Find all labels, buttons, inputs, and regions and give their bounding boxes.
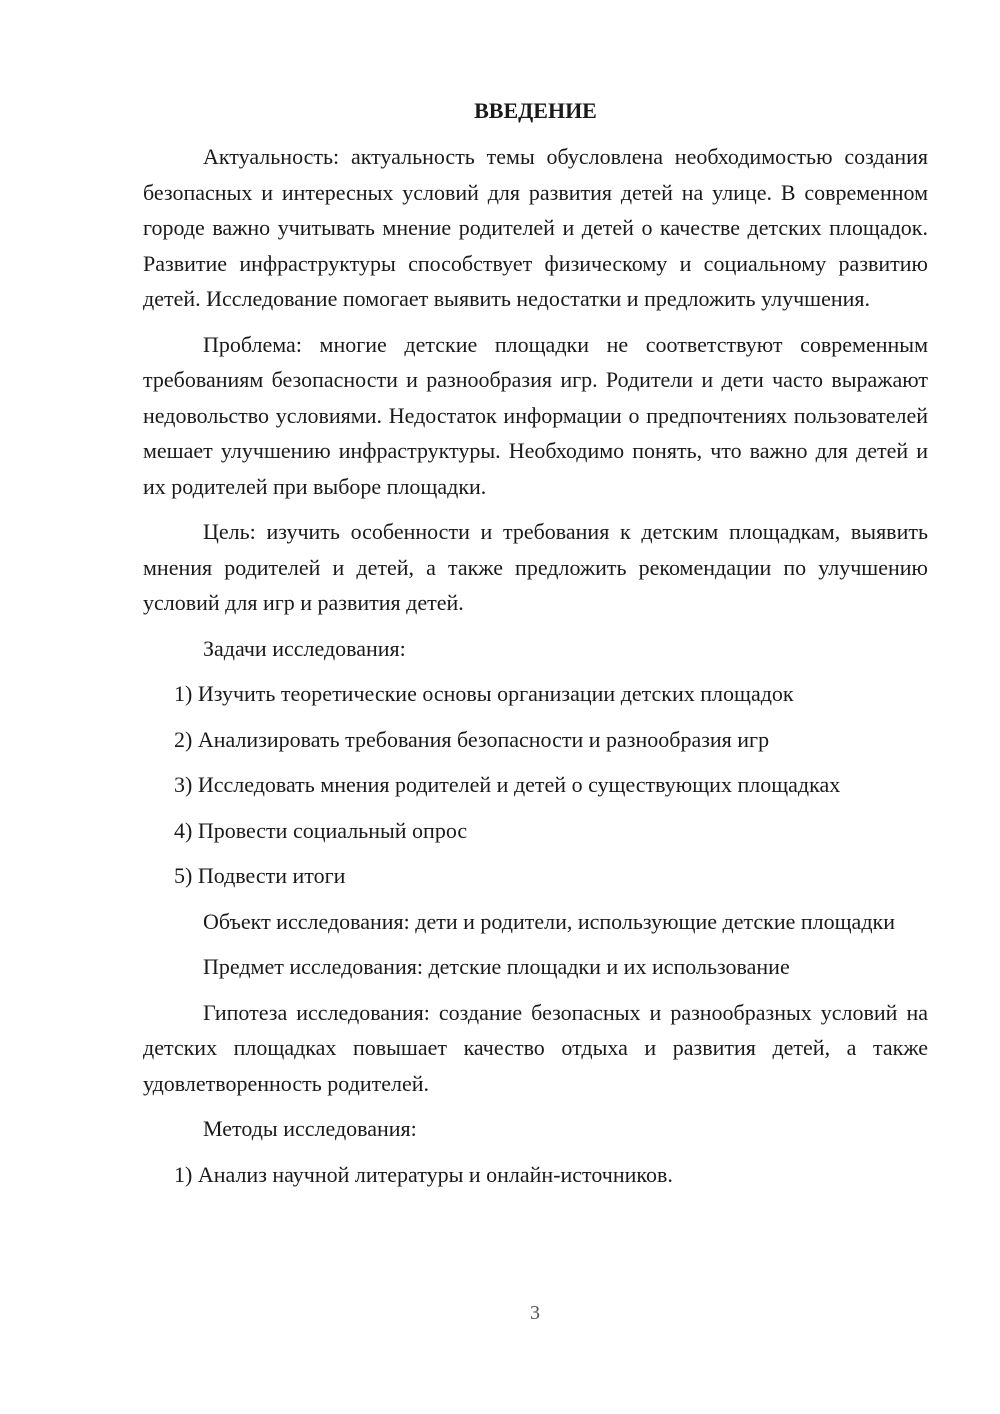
section-heading: ВВЕДЕНИЕ [474, 98, 597, 123]
task-item-1: 1) Изучить теоретические основы организации детских площадок [174, 681, 794, 706]
page-number: 3 [530, 1302, 540, 1324]
goal-paragraph: Цель: изучить особенности и требования к детским площадкам, выявить мнения родителей и детей, а также предложить рекомендации по улучшению условий для игр и развития детей. [143, 519, 928, 615]
task-item-3: 3) Исследовать мнения родителей и детей о существующих площадках [174, 772, 841, 797]
problem-paragraph: Проблема: многие детские площадки не соответствуют современным требованиям безопасности и разнообразия игр. Родители и дети часто выражают недовольство условиями. Недостаток информации о предпочтениях пользователей мешает улучшению инфраструктуры. Необходимо понять, что важно для детей и их родителей при выборе площадки. [143, 331, 928, 499]
tasks-heading: Задачи исследования: [203, 635, 406, 661]
subject-line: Предмет исследования: детские площадки и их использование [203, 954, 790, 979]
hypothesis-paragraph: Гипотеза исследования: создание безопасных и разнообразных условий на детских площадках повышает качество отдыха и развития детей, а также удовлетворенность родителей. [143, 999, 928, 1096]
task-item-5: 5) Подвести итоги [174, 863, 346, 888]
relevance-paragraph: Актуальность: актуальность темы обусловлена необходимостью создания безопасных и интересных условий для развития детей на улице. В современном городе важно учитывать мнение родителей и детей о качестве детских площадок. Развитие инфраструктуры способствует физическому и социальному развитию детей. Исследование помогает выявить недостатки и предложить улучшения. [143, 144, 928, 311]
task-item-4: 4) Провести социальный опрос [174, 817, 468, 843]
methods-heading: Методы исследования: [203, 1116, 417, 1141]
page-content [143, 95, 928, 1202]
object-paragraph: Объект исследования: дети и родители, использующие детские площадки [203, 908, 895, 934]
method-item-1: 1) Анализ научной литературы и онлайн-источников. [174, 1161, 673, 1187]
task-item-2: 2) Анализировать требования безопасности и разнообразия игр [174, 726, 770, 752]
